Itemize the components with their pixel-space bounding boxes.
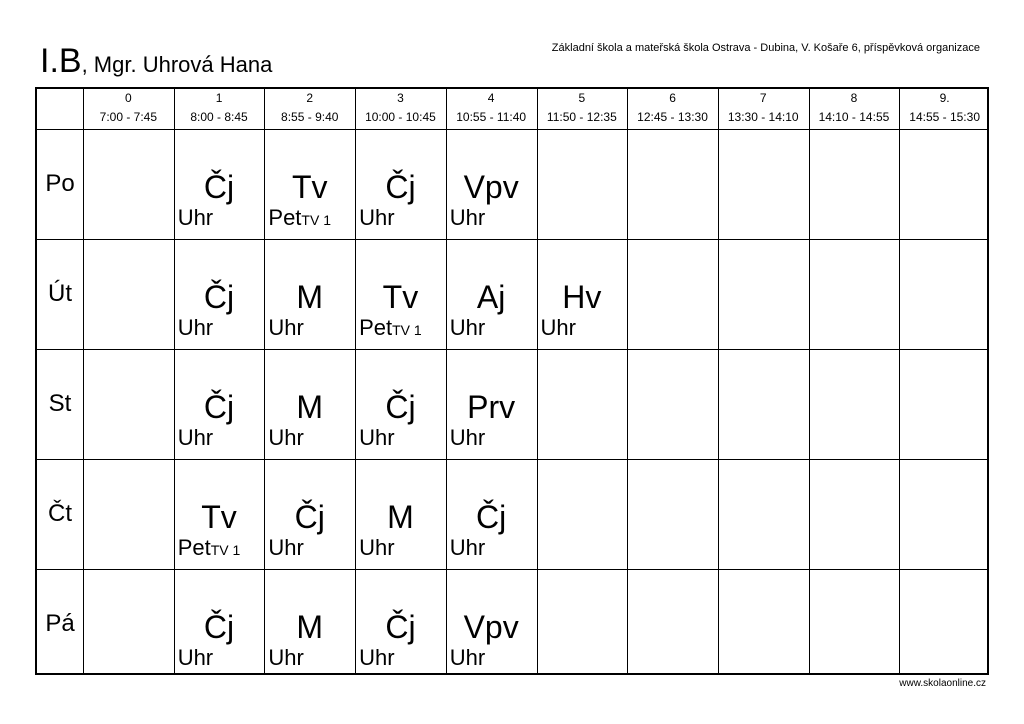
lesson-teacher-code: Uhr (359, 425, 395, 450)
lesson-cell[interactable] (264, 129, 355, 238)
lesson-cell[interactable] (355, 349, 446, 458)
lesson-teacher (178, 537, 241, 559)
lesson-teacher-code: Uhr (359, 205, 395, 230)
lesson-cell[interactable] (446, 459, 537, 568)
lesson-teacher-code: Uhr (359, 535, 395, 560)
period-time: 14:55 - 15:30 (909, 110, 980, 124)
lesson-teacher (268, 647, 303, 669)
lesson-cell[interactable] (355, 129, 446, 238)
class-teacher: , Mgr. Uhrová Hana (81, 52, 273, 77)
period-time: 10:55 - 11:40 (456, 110, 527, 124)
lesson-teacher (450, 427, 485, 449)
lesson-teacher-code: Uhr (268, 315, 304, 340)
lesson-teacher (450, 647, 485, 669)
period-header (537, 89, 628, 129)
lesson-teacher (178, 207, 213, 229)
grid-vline (809, 89, 810, 673)
footer-website[interactable]: www.skolaonline.cz (899, 678, 986, 689)
lesson-subject: Čj (203, 389, 235, 425)
lesson-cell[interactable] (174, 239, 265, 348)
period-time: 10:00 - 10:45 (365, 110, 436, 124)
lesson-subject: Tv (201, 499, 237, 535)
lesson-cell[interactable] (264, 459, 355, 568)
lesson-teacher (268, 537, 303, 559)
lesson-teacher-code: Uhr (177, 425, 214, 450)
lesson-cell[interactable] (174, 459, 265, 568)
period-time: 14:10 - 14:55 (818, 110, 890, 124)
lesson-subject: Čj (476, 499, 507, 535)
school-name: Základní škola a mateřská škola Ostrava - Dubina, V. Košaře 6, příspěvková organizace (551, 42, 980, 54)
lesson-teacher (268, 427, 303, 449)
lesson-teacher-code: Uhr (449, 315, 486, 340)
lesson-subject: Čj (385, 389, 416, 425)
lesson-group: TV 1 (210, 542, 241, 558)
period-number: 3 (397, 91, 404, 105)
lesson-subject: Čj (385, 169, 416, 205)
lesson-subject: Tv (382, 279, 419, 315)
day-label: St (48, 390, 72, 417)
day-label: Út (48, 280, 72, 307)
lesson-subject: Prv (467, 389, 516, 425)
period-header (264, 89, 355, 129)
period-number: 1 (215, 91, 223, 105)
lesson-cell[interactable] (264, 569, 355, 678)
timetable-grid (35, 87, 989, 675)
lesson-teacher (268, 207, 331, 229)
lesson-teacher (359, 647, 394, 669)
lesson-cell[interactable] (355, 459, 446, 568)
lesson-teacher-code: Uhr (449, 425, 486, 450)
period-header (355, 89, 446, 129)
lesson-teacher (178, 317, 213, 339)
period-time: 8:00 - 8:45 (190, 110, 248, 124)
lesson-cell[interactable] (446, 349, 537, 458)
period-header (809, 89, 900, 129)
period-number: 9. (939, 91, 950, 105)
lesson-subject: Čj (203, 279, 235, 315)
period-number: 2 (306, 91, 314, 105)
lesson-cell[interactable] (174, 129, 265, 238)
lesson-subject: M (296, 609, 324, 645)
lesson-teacher-code: Uhr (177, 315, 214, 340)
lesson-teacher (268, 317, 303, 339)
lesson-cell[interactable] (174, 349, 265, 458)
lesson-subject: Tv (291, 169, 328, 205)
period-time: 11:50 - 12:35 (546, 110, 617, 124)
grid-vline (83, 89, 84, 673)
lesson-teacher-code: Uhr (177, 205, 214, 230)
lesson-subject: Hv (562, 279, 602, 315)
lesson-teacher-code: Uhr (268, 645, 304, 670)
lesson-subject: Vpv (463, 169, 519, 205)
period-time: 8:55 - 9:40 (281, 110, 339, 124)
lesson-group: TV 1 (301, 212, 331, 228)
lesson-teacher-code: Uhr (449, 535, 486, 560)
lesson-subject: Čj (294, 499, 325, 535)
lesson-teacher (450, 207, 485, 229)
lesson-cell[interactable] (355, 569, 446, 678)
lesson-subject: Čj (203, 609, 235, 645)
lesson-group: TV 1 (392, 322, 422, 338)
day-label: Čt (48, 500, 72, 527)
lesson-subject: M (296, 279, 324, 315)
grid-vline (627, 89, 628, 673)
lesson-subject: Vpv (463, 609, 519, 645)
class-name: I.B (40, 42, 82, 80)
period-header (718, 89, 809, 129)
lesson-teacher-code: Uhr (540, 315, 576, 340)
lesson-subject: Čj (203, 169, 235, 205)
lesson-cell[interactable] (355, 239, 446, 348)
lesson-subject: Aj (476, 279, 506, 315)
grid-vline (537, 89, 538, 673)
lesson-teacher (178, 647, 213, 669)
period-header (627, 89, 718, 129)
period-header (83, 89, 174, 129)
grid-vline (718, 89, 719, 673)
lesson-teacher (450, 317, 485, 339)
day-label: Po (45, 170, 75, 197)
period-time: 13:30 - 14:10 (727, 110, 799, 124)
period-header (174, 89, 265, 129)
lesson-cell[interactable] (446, 239, 537, 348)
period-number: 4 (487, 91, 495, 105)
lesson-teacher (359, 537, 394, 559)
lesson-teacher (450, 537, 485, 559)
lesson-teacher-code: Uhr (268, 425, 304, 450)
lesson-teacher-code: Uhr (449, 645, 486, 670)
lesson-teacher (178, 427, 213, 449)
period-header (446, 89, 537, 129)
lesson-cell[interactable] (446, 129, 537, 238)
lesson-teacher (359, 207, 394, 229)
lesson-cell[interactable] (537, 239, 628, 348)
lesson-teacher-code: Uhr (449, 205, 486, 230)
lesson-subject: M (296, 389, 324, 425)
lesson-subject: M (387, 499, 414, 535)
lesson-cell[interactable] (446, 569, 537, 678)
period-time: 12:45 - 13:30 (637, 110, 708, 124)
period-number: 6 (669, 91, 676, 105)
lesson-teacher (359, 427, 394, 449)
lesson-subject: Čj (385, 609, 416, 645)
lesson-teacher-code: Pet (268, 205, 302, 230)
lesson-cell[interactable] (264, 239, 355, 348)
period-number: 7 (759, 91, 767, 105)
lesson-teacher-code: Pet (359, 315, 393, 340)
lesson-teacher-code: Uhr (268, 535, 304, 560)
lesson-teacher-code: Uhr (177, 645, 214, 670)
grid-vline (899, 89, 900, 673)
lesson-cell[interactable] (174, 569, 265, 678)
period-number: 0 (125, 91, 132, 105)
lesson-cell[interactable] (264, 349, 355, 458)
period-number: 8 (850, 91, 858, 105)
lesson-teacher-code: Pet (177, 535, 211, 560)
lesson-teacher (541, 317, 576, 339)
day-label: Pá (45, 610, 75, 637)
period-header (899, 89, 990, 129)
lesson-teacher (359, 317, 422, 339)
period-number: 5 (578, 91, 586, 105)
period-time: 7:00 - 7:45 (99, 110, 158, 124)
lesson-teacher-code: Uhr (359, 645, 395, 670)
page-title (40, 44, 272, 78)
